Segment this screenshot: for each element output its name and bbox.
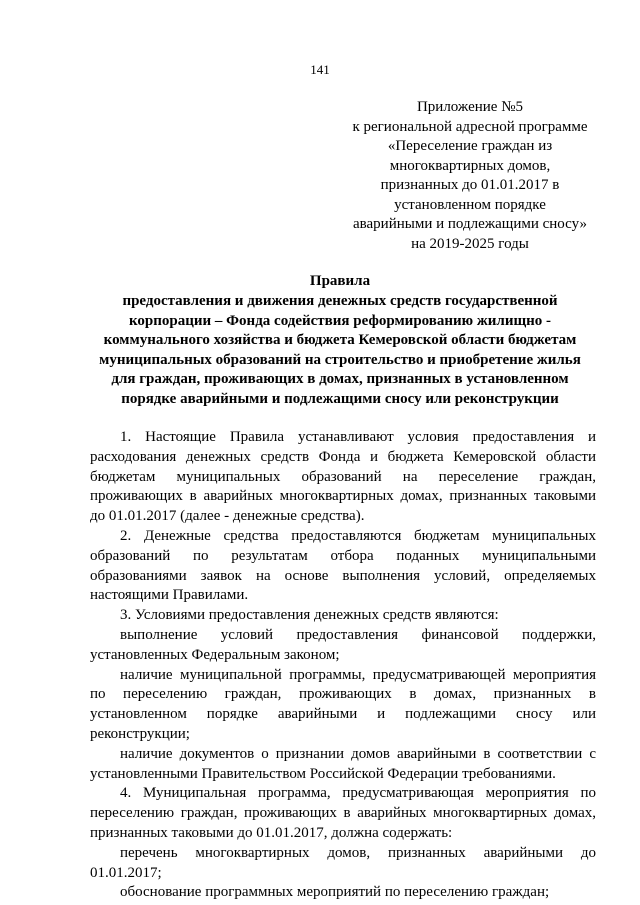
paragraph-1-line: 1. Настоящие Правила устанавливают условия предоставления и [120, 429, 596, 445]
paragraph-4-line: переселению граждан, проживающих в аварийных многоквартирных домах, [90, 805, 596, 822]
appendix-line: установленном порядке [394, 196, 546, 213]
paragraph-2-line: настоящими Правилами. [90, 587, 249, 604]
condition-item-line: реконструкции; [90, 725, 190, 742]
appendix-header [332, 98, 608, 254]
paragraph-3-line: 3. Условиями предоставления денежных средств являются: [120, 607, 499, 624]
document-title: Правила [309, 273, 371, 289]
subtitle-line: коммунального хозяйства и бюджета Кемеровской области бюджетам [103, 332, 577, 348]
appendix-line: «Переселение граждан из [387, 138, 553, 154]
paragraph-1-line: проживающих в аварийных многоквартирных домах, признанных таковыми [90, 488, 596, 505]
condition-item-line: установленном порядке аварийными и подлежащими сносу или [90, 706, 596, 723]
paragraph-2-line: образований по результатам отбора поданных муниципальными [90, 547, 596, 564]
condition-item-line: установленных Федеральным законом; [90, 646, 340, 663]
program-item-line: перечень многоквартирных домов, признанных аварийными до [120, 844, 596, 861]
paragraph-1-line: бюджетам муниципальных образований на переселение граждан, [90, 468, 596, 485]
page-number: 141 [310, 62, 330, 77]
paragraph-4-line: признанных таковыми до 01.01.2017, должна содержать: [90, 824, 453, 841]
subtitle-line: для граждан, проживающих в домах, признанных в установленном [111, 371, 569, 387]
subtitle-line: муниципальных образований на строительство и приобретение жилья [99, 351, 581, 368]
subtitle-line: порядке аварийными и подлежащими сносу или реконструкции [121, 390, 559, 407]
appendix-line: к региональной адресной программе [352, 118, 588, 135]
appendix-line: многоквартирных домов, [389, 157, 551, 174]
subtitle-line: корпорации – Фонда содействия реформированию жилищно - [128, 312, 552, 329]
paragraph-2-line: образованиями заявок на основе выполнения условий, определяемых [90, 567, 596, 584]
condition-item-line: установленными Правительством Российской Федерации требованиями. [90, 765, 556, 782]
document-subtitle [90, 292, 590, 409]
appendix-line: признанных до 01.01.2017 в [380, 177, 560, 193]
paragraph-1-line: расходования денежных средств Фонда и бюджета Кемеровской области [90, 448, 596, 465]
document-body [90, 428, 596, 903]
program-item-line: 01.01.2017; [90, 864, 162, 881]
appendix-line: аварийными и подлежащими сносу» [352, 216, 588, 232]
paragraph-2-line: 2. Денежные средства предоставляются бюджетам муниципальных [120, 527, 596, 544]
condition-item-line: по переселению граждан, проживающих в домах, признанных в [90, 686, 596, 703]
appendix-line: на 2019-2025 годы [411, 235, 529, 252]
subtitle-line: предоставления и движения денежных средств государственной [122, 293, 558, 309]
paragraph-1-line: до 01.01.2017 (далее - денежные средства). [90, 508, 365, 525]
paragraph-4-line: 4. Муниципальная программа, предусматривающая мероприятия по [120, 785, 596, 802]
condition-item-line: наличие документов о признании домов аварийными в соответствии с [120, 745, 596, 762]
program-item-line: обоснование программных мероприятий по переселению граждан; [120, 884, 550, 901]
appendix-line: Приложение №5 [416, 99, 524, 115]
condition-item-line: наличие муниципальной программы, предусматривающей мероприятия [120, 666, 596, 683]
condition-item-line: выполнение условий предоставления финансовой поддержки, [120, 626, 596, 643]
